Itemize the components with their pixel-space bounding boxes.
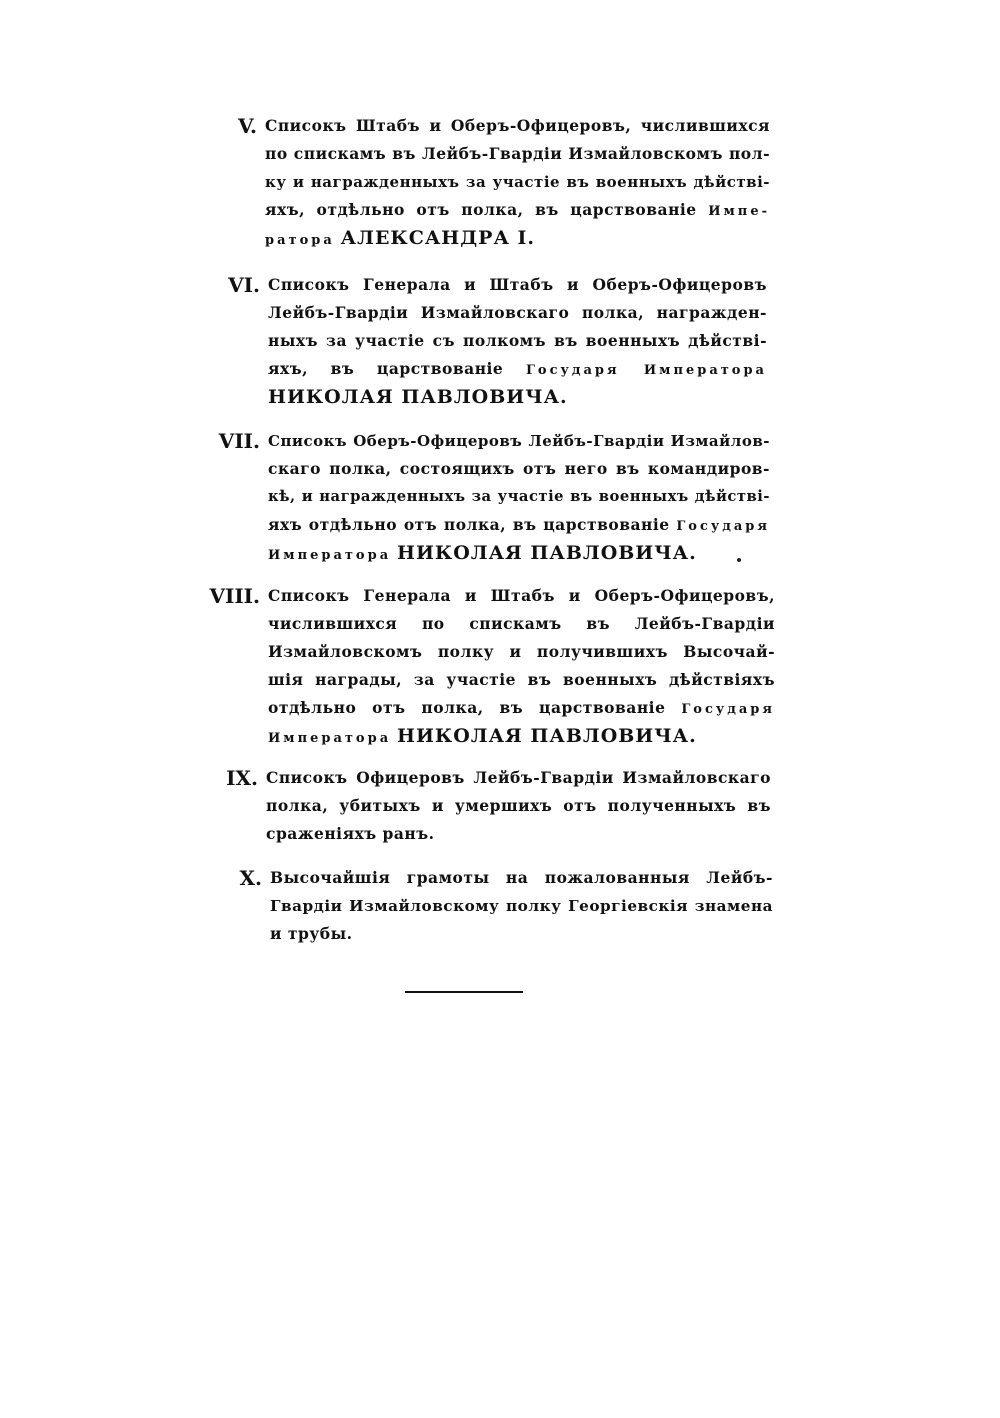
entry-line: [268, 722, 775, 750]
entry-viii: [209, 582, 775, 750]
entry-line: [268, 355, 767, 383]
ink-speck: [737, 558, 741, 562]
small-caps-text: Государя Императора: [525, 363, 767, 378]
entry-line: [268, 539, 770, 567]
entry-line: и трубы.: [270, 924, 353, 943]
entry-v: [238, 112, 770, 252]
line-text: отдѣльно отъ полка, въ царствованіе: [268, 698, 666, 717]
emphasized-name: НИКОЛАЯ ПАВЛОВИЧА.: [397, 725, 697, 747]
small-caps-text: Импе-: [708, 204, 770, 219]
entry-line: скаго полка, состоящихъ отъ него въ командиров-: [268, 459, 770, 478]
emphasized-name: АЛЕКСАНДРА I.: [340, 227, 536, 249]
entry-line: числившихся по спискамъ въ Лейбъ-Гвардіи: [268, 614, 775, 633]
entry-line: Высочайшія грамоты на пожалованныя Лейбъ-: [270, 868, 773, 887]
entry-numeral: VIII.: [209, 584, 260, 608]
entry-line: шія награды, за участіе въ военныхъ дѣйствiяхъ: [268, 670, 775, 689]
entry-line: Измайловскомъ полку и получившихъ Высочай-: [268, 642, 775, 661]
entry-line: ку и награжденныхъ за участіе въ военныхъ дѣйствi-: [265, 173, 770, 191]
small-caps-text: ратора: [265, 233, 335, 248]
entry-line: ныхъ за участіе съ полкомъ въ военныхъ дѣйствi-: [268, 331, 767, 350]
entry-numeral: X.: [239, 866, 262, 890]
line-text: яхъ отдѣльно отъ полка, въ царствованіе: [268, 515, 670, 534]
entry-line: полка, убитыхъ и умершихъ отъ полученныхъ въ: [266, 796, 771, 815]
emphasized-name: НИКОЛАЯ ПАВЛОВИЧА.: [397, 542, 697, 564]
entry-numeral: V.: [238, 114, 257, 138]
small-caps-text: Государя: [676, 519, 770, 534]
entry-line: Списокъ Оберъ-Офицеровъ Лейбъ-Гвардіи Измайлов-: [268, 432, 770, 450]
entry-numeral: VII.: [218, 429, 260, 453]
small-caps-text: Императора: [268, 731, 392, 746]
entry-line: Списокъ Штабъ и Оберъ-Офицеровъ, числившихся: [265, 116, 770, 135]
entry-line: Списокъ Генерала и Штабъ и Оберъ-Офицеровъ,: [268, 586, 775, 605]
closing-rule: [405, 991, 523, 993]
small-caps-text: Государя: [681, 702, 775, 717]
entry-x: [239, 864, 773, 948]
small-caps-text: Императора: [268, 548, 392, 563]
entry-line: по спискамъ въ Лейбъ-Гвардіи Измайловскомъ пол-: [265, 144, 770, 163]
entry-line: [268, 694, 775, 722]
entry-line: [265, 224, 770, 252]
entry-ix: [226, 764, 771, 848]
line-text: яхъ, въ царствованіе: [268, 359, 504, 378]
emphasized-name: НИКОЛАЯ ПАВЛОВИЧА.: [268, 386, 568, 408]
entry-numeral: VI.: [228, 273, 260, 297]
entry-numeral: IX.: [226, 766, 258, 790]
line-text: яхъ, отдѣльно отъ полка, въ царствованіе: [265, 200, 697, 219]
entry-line: сраженіяхъ ранъ.: [266, 824, 435, 843]
entry-vi: [228, 271, 767, 411]
entry-line: кѣ, и награжденныхъ за участіе въ военныхъ дѣйствi-: [268, 488, 770, 505]
entry-line: Списокъ Офицеровъ Лейбъ-Гвардіи Измайловскаго: [266, 768, 771, 787]
entry-line: Списокъ Генерала и Штабъ и Оберъ-Офицеровъ: [268, 275, 767, 294]
entry-line: [268, 383, 767, 411]
entry-line: [268, 511, 770, 539]
entry-line: Гвардіи Измайловскому полку Георгіевскія знамена: [270, 897, 773, 915]
entry-vii: [218, 427, 770, 567]
entry-line: [265, 196, 770, 224]
entry-line: Лейбъ-Гвардіи Измайловскаго полка, награжден-: [268, 303, 767, 322]
